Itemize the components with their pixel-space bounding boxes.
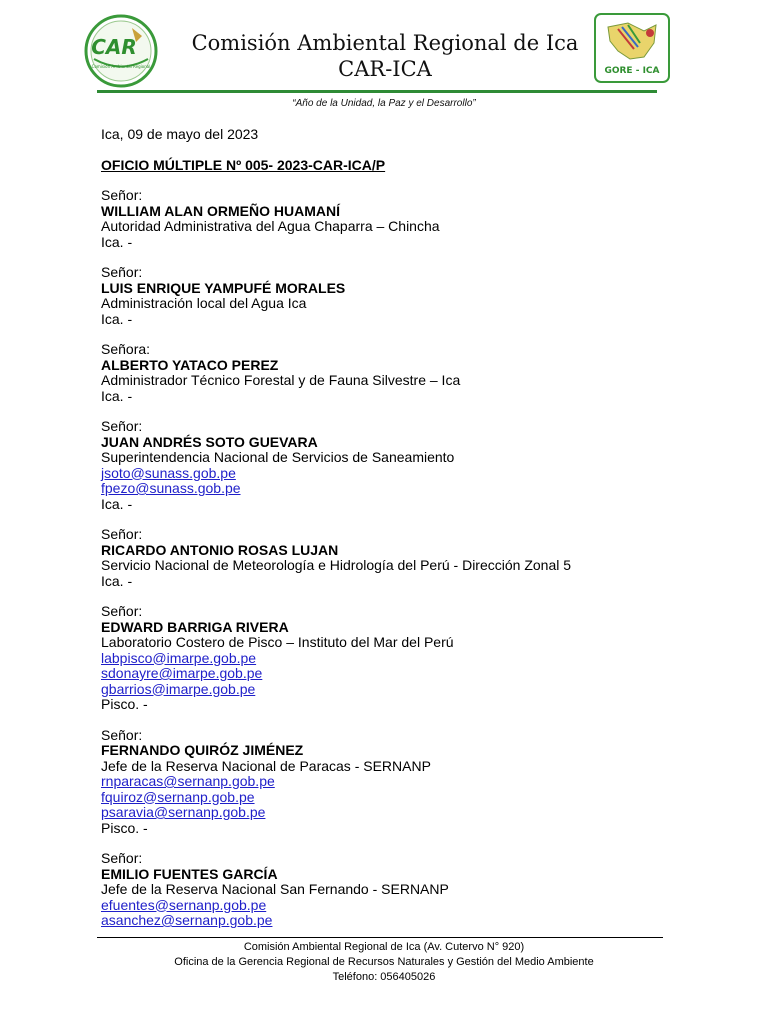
letter-reference: OFICIO MÚLTIPLE Nº 005- 2023-CAR-ICA/P: [101, 156, 386, 173]
email-link[interactable]: sdonayre@imarpe.gob.pe: [101, 665, 263, 681]
recipient-organization: Jefe de la Reserva Nacional San Fernando - SERNANP: [101, 881, 449, 897]
recipient-city: Ica. -: [101, 310, 133, 327]
recipient-block: [101, 265, 661, 327]
recipient-name: WILLIAM ALAN ORMEÑO HUAMANÍ: [101, 202, 341, 219]
letterhead: [0, 0, 768, 112]
letter-date: Ica, 09 de mayo del 2023: [101, 126, 259, 142]
recipient-name: RICARDO ANTONIO ROSAS LUJAN: [101, 541, 339, 558]
recipient-block: [101, 342, 661, 404]
recipient-organization: Administrador Técnico Forestal y de Fauna Silvestre – Ica: [101, 372, 461, 388]
email-link[interactable]: asanchez@sernanp.gob.pe: [101, 912, 273, 928]
recipient-city: Pisco. -: [101, 819, 148, 836]
recipient-block: [101, 728, 661, 837]
recipient-organization: Servicio Nacional de Meteorología e Hidrología del Perú - Dirección Zonal 5: [101, 557, 572, 573]
recipient-salutation: Señora:: [101, 341, 151, 357]
car-logo-subtext: Comisión Ambiental Regional: [91, 64, 151, 69]
email-link[interactable]: rnparacas@sernanp.gob.pe: [101, 773, 275, 789]
car-logo-text: CAR: [91, 35, 137, 59]
footer-divider: [97, 937, 663, 938]
recipient-block: [101, 188, 661, 250]
recipient-block: [101, 604, 661, 713]
car-logo: [84, 14, 158, 88]
recipient-name: JUAN ANDRÉS SOTO GUEVARA: [101, 433, 318, 450]
footer-phone: Teléfono: 056405026: [332, 971, 436, 983]
recipient-name: EMILIO FUENTES GARCÍA: [101, 865, 278, 882]
recipient-name: LUIS ENRIQUE YAMPUFÉ MORALES: [101, 279, 346, 296]
year-motto: “Año de la Unidad, la Paz y el Desarrollo”: [292, 98, 476, 109]
recipient-organization: Superintendencia Nacional de Servicios de Saneamiento: [101, 449, 455, 465]
recipient-salutation: Señor:: [101, 187, 143, 203]
recipient-organization: Laboratorio Costero de Pisco – Instituto del Mar del Perú: [101, 634, 454, 650]
footer-address: Comisión Ambiental Regional de Ica (Av. Cutervo N° 920): [243, 941, 525, 953]
recipient-salutation: Señor:: [101, 603, 143, 619]
organization-acronym: CAR-ICA: [338, 57, 432, 81]
recipient-salutation: Señor:: [101, 726, 143, 743]
recipient-city: Pisco. -: [101, 696, 148, 712]
recipient-salutation: Señor:: [101, 264, 143, 280]
header-divider: [97, 90, 657, 93]
gore-logo-text: GORE - ICA: [604, 66, 660, 76]
recipient-city: Ica. -: [101, 387, 133, 404]
recipient-block: [101, 851, 661, 929]
email-link[interactable]: jsoto@sunass.gob.pe: [101, 464, 236, 481]
email-link[interactable]: psaravia@sernanp.gob.pe: [101, 804, 266, 820]
recipient-salutation: Señor:: [101, 526, 143, 542]
recipient-salutation: Señor:: [101, 850, 143, 866]
organization-title: Comisión Ambiental Regional de Ica: [191, 31, 579, 55]
recipient-salutation: Señor:: [101, 418, 143, 434]
email-link[interactable]: fquiroz@sernanp.gob.pe: [101, 788, 255, 805]
recipient-name: EDWARD BARRIGA RIVERA: [101, 618, 289, 635]
recipient-block: [101, 419, 661, 512]
email-link[interactable]: labpisco@imarpe.gob.pe: [101, 649, 257, 666]
recipient-city: Ica. -: [101, 495, 133, 512]
recipient-organization: Autoridad Administrativa del Agua Chaparra – Chincha: [101, 218, 440, 234]
gore-ica-logo: [594, 13, 670, 83]
recipient-name: ALBERTO YATACO PEREZ: [101, 356, 279, 373]
recipient-city: Ica. -: [101, 572, 133, 589]
email-link[interactable]: fpezo@sunass.gob.pe: [101, 480, 241, 496]
recipient-name: FERNANDO QUIRÓZ JIMÉNEZ: [101, 742, 304, 758]
page-footer: [0, 940, 768, 985]
recipient-organization: Jefe de la Reserva Nacional de Paracas - SERNANP: [101, 757, 431, 774]
recipient-block: [101, 527, 661, 589]
email-link[interactable]: gbarrios@imarpe.gob.pe: [101, 680, 256, 697]
letter-body: [101, 127, 661, 944]
email-link[interactable]: efuentes@sernanp.gob.pe: [101, 896, 267, 913]
recipient-organization: Administración local del Agua Ica: [101, 295, 307, 311]
recipient-city: Ica. -: [101, 233, 133, 250]
footer-office: Oficina de la Gerencia Regional de Recursos Naturales y Gestión del Medio Ambiente: [174, 956, 594, 968]
